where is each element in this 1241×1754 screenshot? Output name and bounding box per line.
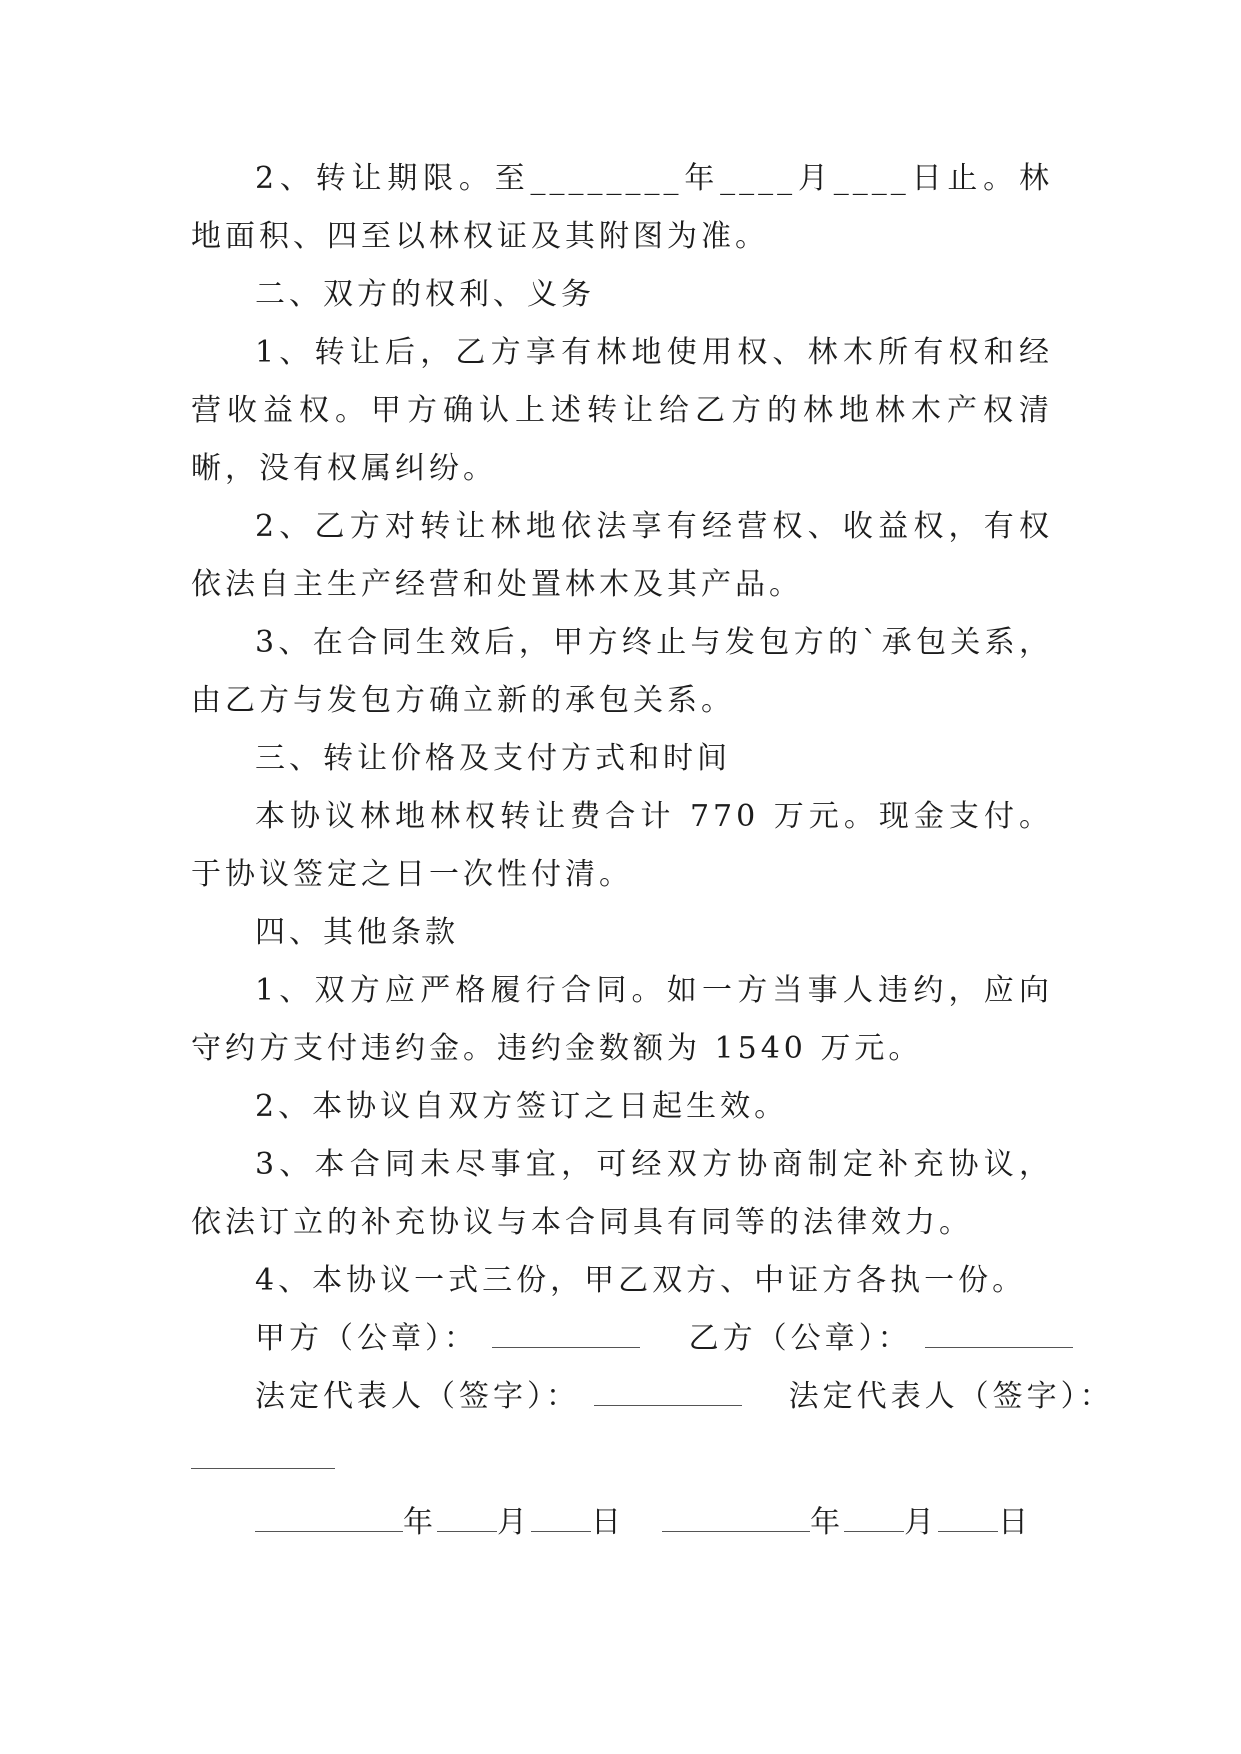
party-a-seal-blank (492, 1321, 640, 1348)
clause-rights-1: 1、转让后，乙方享有林地使用权、林木所有权和经营收益权。甲方确认上述转让给乙方的林地林木产权清晰，没有权属纠纷。 (191, 335, 1053, 486)
date-a-month-blank (437, 1505, 497, 1532)
clause-rights-2: 2、乙方对转让林地依法享有经营权、收益权，有权依法自主生产经营和处置林木及其产品。 (191, 509, 1053, 602)
seal-line (255, 1310, 1073, 1368)
rep-b-blank (191, 1468, 335, 1469)
party-b-seal-label: 乙方（公章）： (688, 1321, 912, 1356)
date-a-day-label: 日 (591, 1505, 625, 1540)
clause-transfer-term: 2、转让期限。至________年____月____日止。林地面积、四至以林权证及其附图为准。 (191, 161, 1053, 254)
party-a-seal-label: 甲方（公章）： (255, 1321, 478, 1356)
date-a-year-label: 年 (403, 1505, 437, 1540)
rep-a-blank (594, 1379, 742, 1406)
date-a-day-blank (531, 1505, 591, 1532)
representative-line (255, 1368, 1114, 1426)
date-b-day-blank (938, 1505, 998, 1532)
date-line (255, 1494, 1032, 1552)
clause-other-4: 4、本协议一式三份，甲乙双方、中证方各执一份。 (255, 1263, 1027, 1298)
date-b-month-label: 月 (904, 1505, 939, 1540)
party-b-seal-blank (925, 1321, 1073, 1348)
date-b-day-label: 日 (998, 1505, 1033, 1540)
date-b-month-blank (844, 1505, 904, 1532)
date-b-year-label: 年 (810, 1505, 845, 1540)
section-heading-price: 三、转让价格及支付方式和时间 (255, 741, 731, 776)
date-a-month-label: 月 (497, 1505, 531, 1540)
clause-other-3: 3、本合同未尽事宜，可经双方协商制定补充协议，依法订立的补充协议与本合同具有同等的法律效力。 (191, 1147, 1053, 1240)
date-a-year-blank (255, 1505, 403, 1532)
rep-a-label: 法定代表人（签字）： (255, 1379, 580, 1414)
rep-b-label: 法定代表人（签字）： (788, 1379, 1114, 1414)
clause-other-2: 2、本协议自双方签订之日起生效。 (255, 1089, 789, 1124)
date-b-year-blank (662, 1505, 810, 1532)
section-heading-other: 四、其他条款 (255, 915, 459, 950)
clause-rights-3: 3、在合同生效后，甲方终止与发包方的`承包关系，由乙方与发包方确立新的承包关系。 (191, 625, 1053, 718)
clause-other-1: 1、双方应严格履行合同。如一方当事人违约，应向守约方支付违约金。违约金数额为 1540 万元。 (191, 973, 1053, 1066)
clause-price: 本协议林地林权转让费合计 770 万元。现金支付。于协议签定之日一次性付清。 (191, 799, 1053, 892)
section-heading-rights: 二、双方的权利、义务 (255, 277, 595, 312)
